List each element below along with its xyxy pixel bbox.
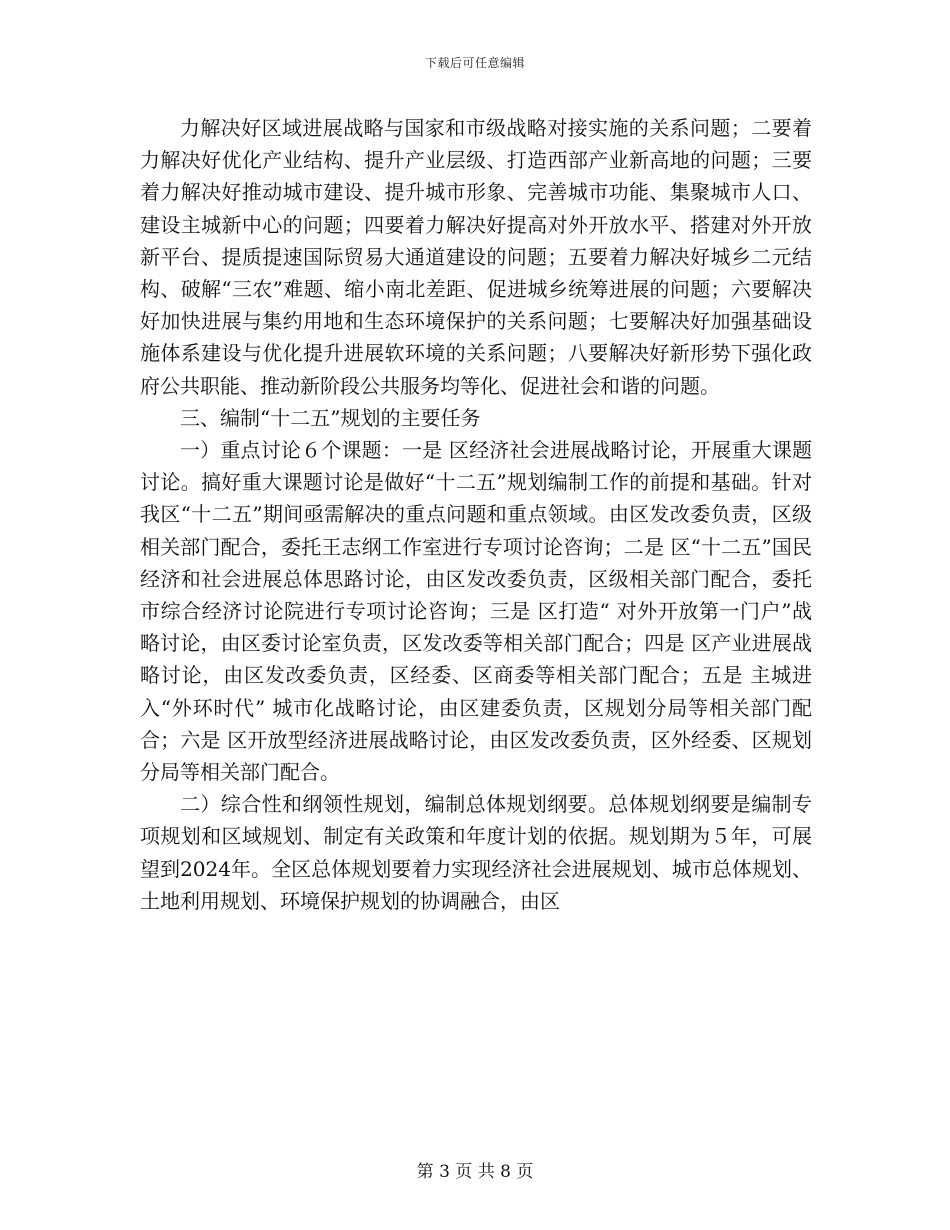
paragraph-continued: 力解决好区域进展战略与国家和市级战略对接实施的关系问题；二要着力解决好优化产业结构、提升产业层级、打造西部产业新高地的问题；三要着力解决好推动城市建设、提升城市形象、完善城市功能、集聚城市人口、建设主城新中心的问题；四要着力解决好提高对外开放水平、搭建对外开放新平台、提质提速国际贸易大通道建设的问题；五要着力解决好城乡二元结构、破解“三农”难题、缩小南北差距、促进城乡统筹进展的问题；六要解决好加快进展与集约用地和生态环境保护的关系问题；七要解决好加强基础设施体系建设与优化提升进展软环境的关系问题；八要解决好新形势下强化政府公共职能、推动新阶段公共服务均等化、促进社会和谐的问题。 [140,116,812,398]
page-number: 第 3 页 共 8 页 [416,1162,534,1182]
body-text [140,112,812,917]
paragraph-research-topics: 一）重点讨论６个课题：一是 区经济社会进展战略讨论，开展重大课题讨论。搞好重大课题讨论是做好“十二五”规划编制工作的前提和基础。针对我区“十二五”期间亟需解决的重点问题和重点领域。由区发改委负责，区级相关部门配合，委托王志纲工作室进行专项讨论咨询；二是 区“十二五”国民经济和社会进展总体思路讨论，由区发改委负责，区级相关部门配合，委托 市综合经济讨论院进行专项讨论咨询；三是 区打造“ 对外开放第一门户”战略讨论，由区委讨论室负责，区发改委等相关部门配合；四是 区产业进展战略讨论，由区发改委负责，区经委、区商委等相关部门配合；五是 主城进入“外环时代” 城市化战略讨论，由区建委负责，区规划分局等相关部门配合；六是 区开放型经济进展战略讨论，由区发改委负责，区外经委、区规划分局等相关部门配合。 [140,438,812,785]
paragraph-master-plan: 二）综合性和纲领性规划，编制总体规划纲要。总体规划纲要是编制专项规划和区域规划、制定有关政策和年度计划的依据。规划期为５年，可展望到2024年。全区总体规划要着力实现经济社会进展规划、城市总体规划、土地利用规划、环境保护规划的协调融合，由区 [140,792,812,913]
header-note: 下载后可任意编辑 [424,56,525,70]
section-heading: 三、编制“十二五”规划的主要任务 [180,405,481,430]
